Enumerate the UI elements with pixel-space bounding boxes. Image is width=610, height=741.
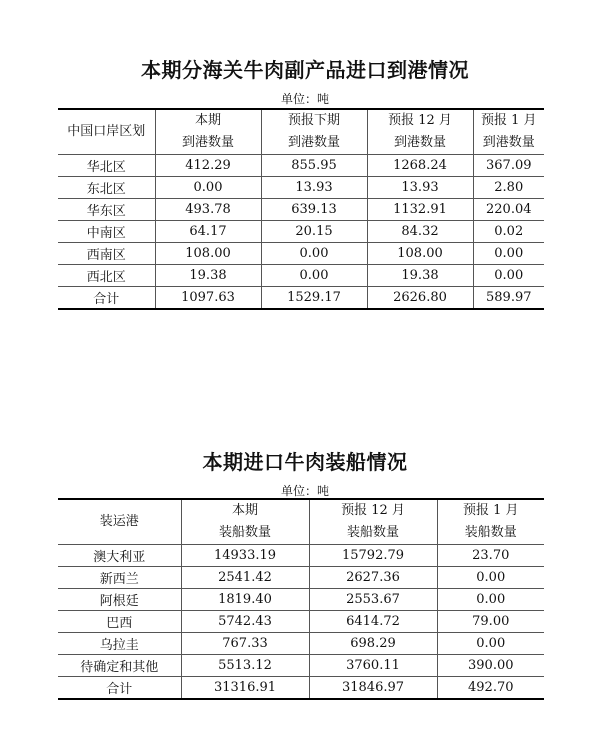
row-label: 东北区	[58, 177, 155, 199]
row-label: 待确定和其他	[58, 655, 181, 677]
table-cell: 13.93	[261, 177, 367, 199]
table-row	[58, 633, 544, 655]
header-jan-shipment: 预报 1 月 装船数量	[437, 499, 544, 545]
row-label: 澳大利亚	[58, 545, 181, 567]
row-label: 西南区	[58, 243, 155, 265]
table-cell: 15792.79	[309, 545, 437, 567]
row-label: 合计	[58, 677, 181, 699]
table-cell: 367.09	[473, 155, 544, 177]
table-row	[58, 589, 544, 611]
table-cell: 13.93	[367, 177, 473, 199]
header-current-shipment: 本期 装船数量	[181, 499, 309, 545]
table-row	[58, 677, 544, 699]
table-cell: 0.00	[261, 265, 367, 287]
table-cell: 0.02	[473, 221, 544, 243]
header-region: 中国口岸区划	[58, 109, 155, 155]
table-row	[58, 611, 544, 633]
table-cell: 31846.97	[309, 677, 437, 699]
shipment-table	[58, 498, 544, 700]
row-label: 新西兰	[58, 567, 181, 589]
row-label: 阿根廷	[58, 589, 181, 611]
table-cell: 0.00	[437, 633, 544, 655]
table-row	[58, 243, 544, 265]
table-cell: 1819.40	[181, 589, 309, 611]
table-row	[58, 155, 544, 177]
table-row	[58, 287, 544, 309]
table-cell: 14933.19	[181, 545, 309, 567]
table-row	[58, 265, 544, 287]
table-cell: 2627.36	[309, 567, 437, 589]
table-cell: 0.00	[155, 177, 261, 199]
row-label: 华北区	[58, 155, 155, 177]
row-label: 巴西	[58, 611, 181, 633]
table-cell: 0.00	[261, 243, 367, 265]
table-cell: 23.70	[437, 545, 544, 567]
header-jan-forecast: 预报 1 月 到港数量	[473, 109, 544, 155]
table-cell: 1529.17	[261, 287, 367, 309]
table-cell: 64.17	[155, 221, 261, 243]
table-cell: 492.70	[437, 677, 544, 699]
header-next-forecast: 预报下期 到港数量	[261, 109, 367, 155]
table-cell: 20.15	[261, 221, 367, 243]
table-cell: 698.29	[309, 633, 437, 655]
table-row	[58, 655, 544, 677]
table-cell: 412.29	[155, 155, 261, 177]
port-arrival-table	[58, 108, 544, 310]
table-cell: 855.95	[261, 155, 367, 177]
table-cell: 390.00	[437, 655, 544, 677]
header-dec-forecast: 预报 12 月 到港数量	[367, 109, 473, 155]
table-cell: 5513.12	[181, 655, 309, 677]
table2-unit: 单位：吨	[280, 484, 329, 498]
table-cell: 0.00	[473, 265, 544, 287]
row-label: 合计	[58, 287, 155, 309]
table-cell: 108.00	[155, 243, 261, 265]
table-header-row	[58, 499, 544, 545]
table-cell: 6414.72	[309, 611, 437, 633]
table-cell: 79.00	[437, 611, 544, 633]
header-port: 装运港	[58, 499, 181, 545]
table-cell: 493.78	[155, 199, 261, 221]
row-label: 华东区	[58, 199, 155, 221]
row-label: 乌拉圭	[58, 633, 181, 655]
table-cell: 767.33	[181, 633, 309, 655]
table-cell: 5742.43	[181, 611, 309, 633]
header-current: 本期 到港数量	[155, 109, 261, 155]
row-label: 中南区	[58, 221, 155, 243]
table-cell: 639.13	[261, 199, 367, 221]
header-dec-shipment: 预报 12 月 装船数量	[309, 499, 437, 545]
table-cell: 1268.24	[367, 155, 473, 177]
table1-unit: 单位：吨	[280, 92, 329, 106]
row-label: 西北区	[58, 265, 155, 287]
table-cell: 2626.80	[367, 287, 473, 309]
table-cell: 2.80	[473, 177, 544, 199]
table-cell: 19.38	[155, 265, 261, 287]
table-row	[58, 221, 544, 243]
table-cell: 84.32	[367, 221, 473, 243]
table-cell: 108.00	[367, 243, 473, 265]
table-row	[58, 199, 544, 221]
table-row	[58, 177, 544, 199]
table-cell: 1097.63	[155, 287, 261, 309]
table2-title: 本期进口牛肉装船情况	[202, 450, 408, 474]
table-cell: 0.00	[473, 243, 544, 265]
table-cell: 2541.42	[181, 567, 309, 589]
table-cell: 31316.91	[181, 677, 309, 699]
table-cell: 589.97	[473, 287, 544, 309]
table-row	[58, 545, 544, 567]
table-cell: 19.38	[367, 265, 473, 287]
table-row	[58, 567, 544, 589]
table-cell: 2553.67	[309, 589, 437, 611]
table-cell: 0.00	[437, 567, 544, 589]
table-header-row	[58, 109, 544, 155]
table-cell: 3760.11	[309, 655, 437, 677]
table-cell: 1132.91	[367, 199, 473, 221]
table-cell: 0.00	[437, 589, 544, 611]
table1-title: 本期分海关牛肉副产品进口到港情况	[141, 58, 469, 82]
table-cell: 220.04	[473, 199, 544, 221]
